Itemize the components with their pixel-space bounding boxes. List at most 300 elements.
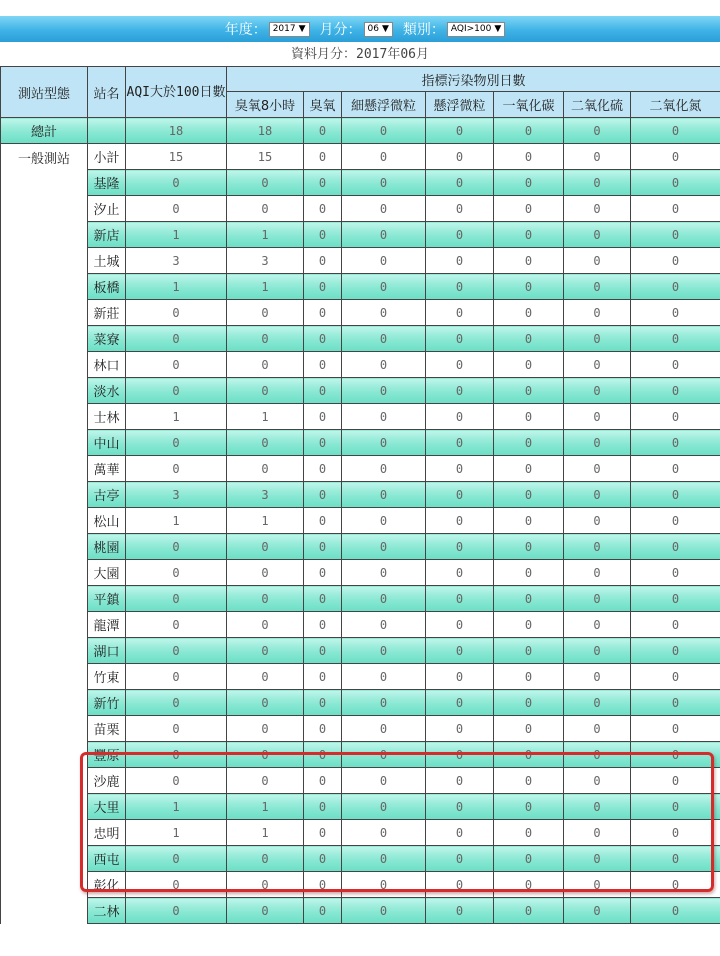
table-cell: 0 — [342, 222, 426, 248]
table-cell: 0 — [426, 768, 494, 794]
table-cell: 0 — [342, 196, 426, 222]
type-label: 類別： — [403, 19, 445, 39]
table-cell: 0 — [426, 326, 494, 352]
table-cell: 0 — [342, 144, 426, 170]
table-cell: 0 — [126, 846, 227, 872]
table-cell: 0 — [342, 742, 426, 768]
table-cell: 0 — [631, 170, 720, 196]
table-cell: 0 — [426, 222, 494, 248]
table-row — [1, 248, 720, 274]
table-cell: 1 — [227, 222, 304, 248]
table-cell: 0 — [304, 664, 342, 690]
table-cell: 0 — [426, 404, 494, 430]
table-cell: 0 — [227, 456, 304, 482]
table-cell: 0 — [631, 560, 720, 586]
header-station-type: 測站型態 — [1, 67, 88, 118]
table-cell: 0 — [342, 638, 426, 664]
table-cell: 0 — [631, 820, 720, 846]
table-cell: 0 — [304, 612, 342, 638]
table-cell: 0 — [227, 872, 304, 898]
table-cell: 0 — [426, 118, 494, 144]
table-cell: 0 — [494, 820, 564, 846]
table-cell: 0 — [304, 222, 342, 248]
table-cell: 0 — [564, 170, 631, 196]
table-cell: 0 — [304, 404, 342, 430]
table-cell: 0 — [494, 612, 564, 638]
table-cell: 0 — [631, 222, 720, 248]
table-cell: 0 — [304, 456, 342, 482]
table-cell: 3 — [227, 482, 304, 508]
table-cell: 0 — [564, 456, 631, 482]
table-cell: 0 — [494, 274, 564, 300]
table-cell: 0 — [494, 404, 564, 430]
table-cell: 0 — [227, 196, 304, 222]
table-cell: 0 — [631, 794, 720, 820]
table-cell: 0 — [342, 586, 426, 612]
table-cell: 0 — [494, 430, 564, 456]
table-cell: 0 — [494, 794, 564, 820]
table-cell: 0 — [126, 352, 227, 378]
table-cell: 0 — [342, 690, 426, 716]
table-row — [1, 222, 720, 248]
table-row — [1, 820, 720, 846]
station-name-cell: 士林 — [88, 404, 126, 430]
table-cell: 0 — [494, 768, 564, 794]
header-col-no2: 二氧化氮 — [631, 92, 720, 118]
table-cell: 0 — [426, 872, 494, 898]
table-cell: 0 — [631, 352, 720, 378]
table-cell: 0 — [564, 482, 631, 508]
station-name-cell: 二林 — [88, 898, 126, 924]
table-cell: 0 — [564, 534, 631, 560]
total-label: 總計 — [1, 118, 88, 144]
chevron-down-icon: ▼ — [382, 23, 389, 36]
table-cell: 3 — [126, 482, 227, 508]
table-cell: 0 — [631, 482, 720, 508]
table-cell: 0 — [126, 456, 227, 482]
table-cell: 0 — [494, 456, 564, 482]
table-cell: 0 — [227, 378, 304, 404]
table-cell: 1 — [227, 404, 304, 430]
table-cell: 0 — [304, 820, 342, 846]
aqi-table — [0, 66, 720, 924]
table-cell: 0 — [126, 196, 227, 222]
table-cell: 0 — [494, 144, 564, 170]
table-cell: 0 — [564, 196, 631, 222]
table-cell: 0 — [304, 352, 342, 378]
table-cell: 0 — [494, 846, 564, 872]
table-cell: 0 — [426, 534, 494, 560]
table-cell: 0 — [426, 716, 494, 742]
table-row — [1, 378, 720, 404]
table-row — [1, 638, 720, 664]
table-cell: 0 — [631, 326, 720, 352]
table-cell: 0 — [227, 326, 304, 352]
station-name-cell: 苗栗 — [88, 716, 126, 742]
table-cell: 0 — [126, 170, 227, 196]
table-cell: 0 — [304, 768, 342, 794]
table-cell: 0 — [494, 742, 564, 768]
table-row — [1, 404, 720, 430]
table-cell: 0 — [304, 846, 342, 872]
table-cell: 0 — [126, 690, 227, 716]
table-cell: 0 — [631, 144, 720, 170]
table-cell: 0 — [304, 560, 342, 586]
table-cell: 0 — [564, 118, 631, 144]
table-cell: 0 — [126, 742, 227, 768]
table-cell: 0 — [426, 352, 494, 378]
table-cell: 0 — [494, 482, 564, 508]
table-cell: 0 — [227, 716, 304, 742]
table-cell: 0 — [227, 768, 304, 794]
table-cell: 0 — [342, 560, 426, 586]
table-cell: 0 — [631, 716, 720, 742]
table-row — [1, 144, 720, 170]
table-cell: 0 — [631, 456, 720, 482]
table-cell: 0 — [227, 898, 304, 924]
table-cell: 0 — [126, 300, 227, 326]
table-cell: 0 — [342, 456, 426, 482]
table-cell: 0 — [304, 118, 342, 144]
table-cell: 15 — [227, 144, 304, 170]
table-cell: 0 — [126, 378, 227, 404]
table-cell: 0 — [494, 638, 564, 664]
table-cell: 0 — [494, 300, 564, 326]
table-cell: 0 — [304, 248, 342, 274]
table-row — [1, 534, 720, 560]
table-cell: 0 — [494, 196, 564, 222]
table-cell: 0 — [494, 248, 564, 274]
station-name-cell: 沙鹿 — [88, 768, 126, 794]
table-cell: 0 — [342, 170, 426, 196]
table-cell: 0 — [342, 248, 426, 274]
table-cell: 0 — [564, 872, 631, 898]
station-name-cell: 彰化 — [88, 872, 126, 898]
table-cell: 0 — [304, 170, 342, 196]
table-row — [1, 898, 720, 924]
table-cell: 0 — [342, 404, 426, 430]
table-cell: 1 — [126, 820, 227, 846]
table-cell: 0 — [342, 794, 426, 820]
table-cell: 0 — [494, 690, 564, 716]
station-name-cell: 桃園 — [88, 534, 126, 560]
table-row — [1, 300, 720, 326]
table-cell: 0 — [564, 898, 631, 924]
table-cell: 1 — [126, 508, 227, 534]
table-cell: 0 — [564, 742, 631, 768]
table-cell: 0 — [426, 612, 494, 638]
table-cell: 0 — [564, 352, 631, 378]
table-cell: 0 — [342, 430, 426, 456]
header-col-o3: 臭氧 — [304, 92, 342, 118]
table-cell: 0 — [426, 274, 494, 300]
table-row — [1, 690, 720, 716]
table-cell: 0 — [494, 118, 564, 144]
table-cell: 0 — [304, 898, 342, 924]
table-row — [1, 352, 720, 378]
table-cell: 0 — [342, 820, 426, 846]
table-row — [1, 716, 720, 742]
table-cell: 0 — [494, 222, 564, 248]
table-cell: 0 — [426, 508, 494, 534]
table-cell: 0 — [426, 196, 494, 222]
table-cell: 0 — [126, 534, 227, 560]
table-cell: 0 — [227, 664, 304, 690]
table-cell: 0 — [494, 560, 564, 586]
table-cell: 0 — [342, 612, 426, 638]
table-cell: 0 — [304, 482, 342, 508]
type-select[interactable] — [447, 22, 505, 37]
table-row — [1, 846, 720, 872]
table-row — [1, 742, 720, 768]
table-cell: 0 — [304, 872, 342, 898]
table-cell: 0 — [426, 664, 494, 690]
header-col-pm10: 懸浮微粒 — [426, 92, 494, 118]
table-cell: 0 — [631, 534, 720, 560]
table-cell: 0 — [426, 742, 494, 768]
table-row — [1, 456, 720, 482]
table-cell: 0 — [426, 560, 494, 586]
table-cell: 0 — [564, 820, 631, 846]
table-cell: 0 — [126, 430, 227, 456]
table-cell: 0 — [631, 664, 720, 690]
table-cell: 0 — [564, 716, 631, 742]
table-cell: 0 — [631, 196, 720, 222]
table-cell: 1 — [227, 794, 304, 820]
chevron-down-icon: ▼ — [494, 23, 501, 36]
table-row — [1, 560, 720, 586]
table-cell: 0 — [494, 170, 564, 196]
table-cell: 3 — [126, 248, 227, 274]
table-cell: 0 — [494, 664, 564, 690]
year-select[interactable] — [269, 22, 310, 37]
table-cell: 0 — [126, 664, 227, 690]
table-cell: 1 — [227, 820, 304, 846]
type-select-value: AQI>100 — [451, 23, 491, 36]
table-cell: 0 — [304, 742, 342, 768]
table-row — [1, 482, 720, 508]
table-cell: 0 — [342, 846, 426, 872]
table-cell: 0 — [426, 456, 494, 482]
table-cell: 0 — [426, 638, 494, 664]
station-name-cell: 林口 — [88, 352, 126, 378]
station-name-cell: 板橋 — [88, 274, 126, 300]
table-cell: 0 — [304, 378, 342, 404]
table-cell: 0 — [426, 846, 494, 872]
table-row — [1, 430, 720, 456]
table-cell: 0 — [304, 586, 342, 612]
table-cell: 0 — [426, 820, 494, 846]
table-cell: 0 — [304, 638, 342, 664]
header-col-pm25: 細懸浮微粒 — [342, 92, 426, 118]
table-cell: 0 — [304, 196, 342, 222]
table-cell: 0 — [631, 898, 720, 924]
table-cell: 0 — [631, 586, 720, 612]
table-cell: 0 — [304, 430, 342, 456]
table-cell: 1 — [126, 274, 227, 300]
table-cell: 0 — [494, 378, 564, 404]
table-cell: 0 — [342, 898, 426, 924]
table-cell: 0 — [631, 404, 720, 430]
table-cell: 1 — [227, 508, 304, 534]
station-name-cell: 新莊 — [88, 300, 126, 326]
table-cell: 0 — [304, 300, 342, 326]
table-cell: 0 — [426, 794, 494, 820]
station-name-cell: 土城 — [88, 248, 126, 274]
table-cell: 1 — [126, 222, 227, 248]
table-cell: 0 — [564, 794, 631, 820]
table-cell: 0 — [631, 768, 720, 794]
table-cell: 0 — [426, 170, 494, 196]
table-cell: 0 — [426, 690, 494, 716]
table-cell: 0 — [227, 612, 304, 638]
table-cell: 0 — [564, 612, 631, 638]
table-cell: 0 — [304, 794, 342, 820]
table-cell: 0 — [564, 690, 631, 716]
table-cell: 0 — [342, 118, 426, 144]
table-cell: 18 — [126, 118, 227, 144]
station-name-cell: 淡水 — [88, 378, 126, 404]
table-cell: 0 — [126, 872, 227, 898]
table-cell: 0 — [342, 274, 426, 300]
table-cell: 0 — [631, 378, 720, 404]
table-cell: 0 — [426, 378, 494, 404]
station-name-cell: 西屯 — [88, 846, 126, 872]
month-select[interactable] — [364, 22, 393, 37]
table-cell: 0 — [564, 326, 631, 352]
table-cell: 0 — [564, 664, 631, 690]
station-type-cell: 一般測站 — [1, 144, 88, 924]
table-cell: 0 — [342, 326, 426, 352]
station-name-cell: 大里 — [88, 794, 126, 820]
table-row — [1, 508, 720, 534]
table-row — [1, 326, 720, 352]
table-cell: 0 — [342, 352, 426, 378]
table-cell: 0 — [631, 846, 720, 872]
station-name-cell: 大園 — [88, 560, 126, 586]
table-cell: 0 — [426, 482, 494, 508]
table-cell: 0 — [126, 638, 227, 664]
table-cell: 0 — [494, 586, 564, 612]
table-cell: 1 — [126, 794, 227, 820]
table-cell: 0 — [304, 716, 342, 742]
table-cell: 0 — [342, 664, 426, 690]
table-cell: 0 — [631, 118, 720, 144]
table-row — [1, 586, 720, 612]
table-cell: 0 — [631, 300, 720, 326]
total-row — [1, 118, 720, 144]
table-row — [1, 664, 720, 690]
table-cell: 0 — [304, 690, 342, 716]
table-cell: 0 — [304, 144, 342, 170]
table-cell: 0 — [342, 508, 426, 534]
table-cell: 0 — [631, 742, 720, 768]
table-cell: 0 — [564, 144, 631, 170]
table-cell: 0 — [126, 612, 227, 638]
table-cell: 0 — [564, 768, 631, 794]
year-select-value: 2017 — [273, 23, 296, 36]
month-label: 月分： — [320, 19, 362, 39]
year-label: 年度： — [225, 19, 267, 39]
table-cell: 0 — [564, 222, 631, 248]
total-name — [88, 118, 126, 144]
table-row — [1, 170, 720, 196]
station-name-cell: 豐原 — [88, 742, 126, 768]
table-cell: 0 — [227, 300, 304, 326]
table-cell: 0 — [494, 898, 564, 924]
table-cell: 0 — [631, 872, 720, 898]
table-row — [1, 274, 720, 300]
table-cell: 0 — [631, 612, 720, 638]
table-cell: 0 — [342, 768, 426, 794]
table-cell: 0 — [126, 326, 227, 352]
table-cell: 0 — [631, 430, 720, 456]
table-cell: 0 — [342, 534, 426, 560]
table-cell: 0 — [342, 872, 426, 898]
table-cell: 0 — [564, 638, 631, 664]
table-cell: 0 — [304, 274, 342, 300]
chevron-down-icon: ▼ — [299, 23, 306, 36]
table-cell: 15 — [126, 144, 227, 170]
table-cell: 3 — [227, 248, 304, 274]
table-cell: 0 — [227, 170, 304, 196]
station-name-cell: 古亭 — [88, 482, 126, 508]
table-cell: 0 — [227, 586, 304, 612]
table-cell: 0 — [564, 404, 631, 430]
header-station-name: 站名 — [88, 67, 126, 118]
filter-bar — [0, 16, 720, 42]
table-cell: 0 — [494, 534, 564, 560]
table-cell: 0 — [227, 690, 304, 716]
data-month-caption: 資料月分：2017年06月 — [0, 44, 720, 66]
table-cell: 0 — [126, 716, 227, 742]
table-cell: 0 — [564, 378, 631, 404]
station-name-cell: 汐止 — [88, 196, 126, 222]
table-cell: 0 — [227, 638, 304, 664]
station-name-cell: 松山 — [88, 508, 126, 534]
table-cell: 0 — [426, 144, 494, 170]
table-cell: 0 — [426, 430, 494, 456]
station-name-cell: 忠明 — [88, 820, 126, 846]
station-name-cell: 菜寮 — [88, 326, 126, 352]
table-cell: 0 — [564, 300, 631, 326]
table-row — [1, 872, 720, 898]
table-cell: 0 — [227, 430, 304, 456]
table-row — [1, 768, 720, 794]
table-cell: 0 — [227, 534, 304, 560]
table-cell: 0 — [304, 326, 342, 352]
table-cell: 0 — [426, 898, 494, 924]
table-cell: 0 — [564, 274, 631, 300]
table-row — [1, 196, 720, 222]
table-cell: 0 — [126, 560, 227, 586]
table-cell: 0 — [227, 742, 304, 768]
table-cell: 1 — [126, 404, 227, 430]
table-cell: 0 — [227, 352, 304, 378]
table-cell: 0 — [426, 248, 494, 274]
table-cell: 0 — [227, 846, 304, 872]
table-cell: 0 — [126, 898, 227, 924]
header-col-o3-8hr: 臭氧8小時 — [227, 92, 304, 118]
month-select-value: 06 — [368, 23, 379, 36]
station-name-cell: 湖口 — [88, 638, 126, 664]
table-cell: 0 — [494, 326, 564, 352]
table-cell: 0 — [426, 300, 494, 326]
station-name-cell: 竹東 — [88, 664, 126, 690]
table-row — [1, 794, 720, 820]
table-cell: 0 — [564, 248, 631, 274]
table-cell: 0 — [631, 690, 720, 716]
